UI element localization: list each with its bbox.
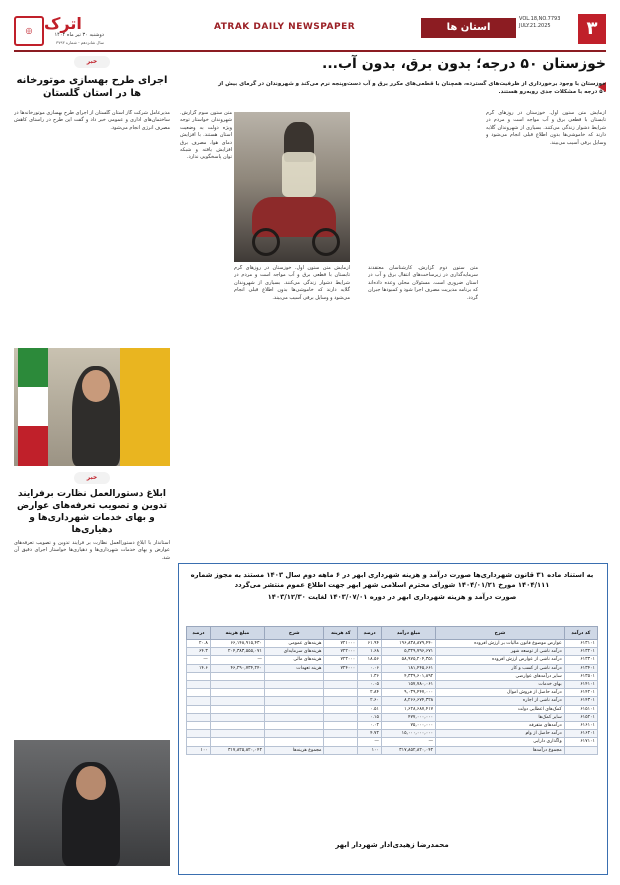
story-column-1: آزمایش متن ستون اول. خوزستان در روزهای گرم تابستان با قطعی برق و آب مواجه است و مردم در شرایط دشوار زندگی می‌کنند. بسیاری از شهروندان گلایه دارند که خاموشی‌ها بدون اطلاع قبلی انجام می‌شود و وسایل برقی آسیب می‌بیند. [486, 110, 606, 146]
news-tag: خبر [74, 56, 110, 68]
table-cell: — [382, 738, 436, 746]
table-cell: ۶۱۳۴۰۱ [564, 664, 597, 672]
table-cell: ۳۱۷,۸۲۵,۸۲۰,۰۴۲ [210, 746, 264, 754]
table-cell [324, 672, 358, 680]
table-cell [210, 697, 264, 705]
table-cell [264, 681, 323, 689]
table-cell: ۷۲۲۰۰۰ [324, 648, 358, 656]
table-row [187, 672, 598, 680]
table-row [187, 656, 598, 664]
story-column-4: آزمایش متن ستون اول. خوزستان در روزهای گرم تابستان با قطعی برق و آب مواجه است و مردم در شرایط دشوار زندگی می‌کنند. بسیاری از شهروندان گلایه دارند که خاموشی‌ها بدون اطلاع قبلی انجام می‌شود و وسایل برقی آسیب می‌بیند. [234, 265, 350, 301]
table-row [187, 746, 598, 754]
table-header-cell: شرح [264, 627, 323, 640]
table-cell [264, 738, 323, 746]
side-story-2-body: استاندار با ابلاغ دستورالعمل نظارت بر فرایند تدوین و تصویب تعرفه‌های عوارض و بهای خدمات شهرداری‌ها و دهیاری‌ها خواستار اجرای دقیق آن شد. [14, 540, 170, 561]
table-cell: ۱۵۷,۷۸۰,۰۶۱ [382, 681, 436, 689]
side-column [14, 52, 170, 872]
budget-signature: محمدرضا زهیدی‌ادار شهردار ابهر [335, 841, 449, 849]
table-cell: ۲۰.۸ [187, 640, 211, 648]
table-row [187, 689, 598, 697]
table-cell [324, 730, 358, 738]
table-cell: ۶۶,۱۴۸,۹۱۵,۴۳۰ [210, 640, 264, 648]
table-cell [210, 738, 264, 746]
table-cell [324, 681, 358, 689]
table-cell: ۲۰۴,۳۸۳,۵۵۵,۰۷۱ [210, 648, 264, 656]
table-row [187, 681, 598, 689]
photo-flag [18, 348, 48, 466]
story-column-3: متن ستون سوم گزارش. شهروندان خواستار توجه ویژه دولت به وضعیت استان هستند. با افزایش دمای هوا، مصرف برق افزایش یافته و شبکه توان پاسخگویی ندارد. [180, 110, 232, 161]
table-cell: ۶۱۳۲۰۱ [564, 648, 597, 656]
table-cell [324, 722, 358, 730]
table-cell: ۴۷۷,۰۰۰,۰۰۰ [382, 713, 436, 721]
table-cell [187, 738, 211, 746]
table-cell [187, 713, 211, 721]
table-header-row [187, 627, 598, 640]
table-cell [564, 746, 597, 754]
table-cell: درآمد ناشی از توسعه شهر [436, 648, 565, 656]
table-cell [264, 705, 323, 713]
table-cell: ۰.۱۵ [358, 713, 382, 721]
story-column-2: متن ستون دوم گزارش. کارشناسان معتقدند سرمایه‌گذاری در زیرساخت‌های انتقال برق و آب در استان ضروری است. مسئولان محلی وعده داده‌اند که برنامه مدیریت مصرف اجرا شود و کمبودها جبران گردد. [368, 265, 478, 301]
table-row [187, 648, 598, 656]
table-cell: مجموع درآمدها [436, 746, 565, 754]
table-cell [324, 705, 358, 713]
table-cell: ۶۱.۹۴ [358, 640, 382, 648]
table-cell [324, 713, 358, 721]
table-cell: ۱۸۱,۴۴۵,۶۶۱ [382, 664, 436, 672]
table-cell: ۲.۸۴ [358, 689, 382, 697]
table-row [187, 713, 598, 721]
news-tag: خبر [74, 472, 110, 484]
budget-title [186, 570, 598, 602]
table-cell: ۶۱۶۲۰۱ [564, 730, 597, 738]
brand-name: اترک [44, 14, 82, 33]
table-cell [264, 713, 323, 721]
table-cell: ۴۶,۲۹۰,۷۳۴,۲۴۰ [210, 664, 264, 672]
side-story-2-title: ابلاغ دستورالعمل نظارت برفرایند تدوین و تصویب تعرفه‌های عوارض و بهای خدمات شهرداری‌ها و دهیاری‌ها [16, 489, 168, 535]
table-cell: ۵,۳۲۹,۷۹۶,۶۷۱ [382, 648, 436, 656]
budget-subtitle: صورت درآمد و هزینه شهرداری ابهر در دوره ۱۴۰۳/۰۷/۰۱ لغایت ۱۴۰۳/۱۲/۳۰ [267, 593, 517, 601]
table-header-cell: کد درآمد [564, 627, 597, 640]
table-cell [210, 730, 264, 738]
table-row [187, 722, 598, 730]
table-cell [324, 689, 358, 697]
issue-date: دوشنبه ۳۰ تیر ماه ۱۴۰۴ [54, 32, 104, 38]
table-header-cell: شرح [436, 627, 565, 640]
table-cell: هزینه‌های عمومی [264, 640, 323, 648]
table-cell: ۰.۵۱ [358, 705, 382, 713]
table-cell: ۷۵,۰۰۰,۰۰۰ [382, 722, 436, 730]
table-cell: ۲.۶۰ [358, 697, 382, 705]
table-cell: عوارض موضوع قانون مالیات بر ارزش افزوده [436, 640, 565, 648]
table-cell: ۷۲۱۰۰۰ [324, 640, 358, 648]
page-title: استان ها [421, 18, 516, 38]
main-lead: خوزستان با وجود برخورداری از ظرفیت‌های گسترده، همچنان با قطعی‌های مکرر برق و آب دست‌وپنجه نرم می‌کند و شهروندان در گرمای بیش از ۵۰ درجه با مشکلات جدی روبه‌رو هستند. [218, 81, 606, 95]
photo-wheel [252, 228, 280, 256]
table-cell: ۵۸,۹۷۵,۲۰۴,۳۵۱ [382, 656, 436, 664]
table-cell: درآمد حاصل از وام [436, 730, 565, 738]
table-cell: بهای خدمات [436, 681, 565, 689]
table-cell: واگذاری دارایی [436, 738, 565, 746]
table-cell [187, 722, 211, 730]
table-cell [187, 681, 211, 689]
table-cell: ۱.۳۶ [358, 672, 382, 680]
brand-logo-icon: ◎ [14, 16, 44, 46]
side-story-1-body: مدیرعامل شرکت گاز استان گلستان از اجرای طرح بهسازی موتورخانه‌ها در ساختمان‌های اداری و عمومی خبر داد و گفت این طرح در راستای کاهش مصرف انرژی انجام می‌شود. [14, 110, 170, 131]
table-cell [264, 689, 323, 697]
table-cell: ۹,۰۳۹,۴۴۷,۰۰۰ [382, 689, 436, 697]
table-cell: ۱۰۰ [358, 746, 382, 754]
table-cell [187, 697, 211, 705]
table-cell: درآمد ناشی از اجاره [436, 697, 565, 705]
table-cell: ۰.۰۵ [358, 681, 382, 689]
budget-title-line: به استناد ماده ۳۱ قانون شهرداری‌ها صورت درآمد و هزینه شهرداری ابهر در ۶ ماهه دوم سال ۱۴۰۳ مستند به مجوز شماره ۱۴۰۴/۱۱۱ مورخ ۱۴۰۴/۰۱/۲۱ شورای محترم اسلامی شهر ابهر جهت اطلاع عموم منتشر می‌گردد [190, 571, 594, 589]
table-cell: ۶۱۴۲۰۱ [564, 689, 597, 697]
table-cell: درآمد ناشی از کسب و کار [436, 664, 565, 672]
table-cell: ۶۱۳۱۰۱ [564, 640, 597, 648]
table-cell: ۱۰۰ [187, 746, 211, 754]
photo-face [76, 766, 106, 800]
table-cell: ۷۲۴۰۰۰ [324, 664, 358, 672]
table-cell: ۱۴.۶ [187, 664, 211, 672]
table-cell [187, 730, 211, 738]
table-cell: هزینه تعهدات [264, 664, 323, 672]
table-cell [210, 689, 264, 697]
side-story-1-title: اجرای طرح بهسازی موتورخانه ها در استان گلستان [16, 75, 168, 99]
table-cell: ۳۱۷,۸۵۲,۸۲۰,۰۴۲ [382, 746, 436, 754]
table-cell: درآمد حاصل از فروش اموال [436, 689, 565, 697]
table-row [187, 730, 598, 738]
brand-block [14, 14, 104, 48]
table-row [187, 705, 598, 713]
table-cell: ۶۱۳۵۰۱ [564, 672, 597, 680]
table-cell [264, 672, 323, 680]
table-cell: ۸,۲۶۶,۶۷۴,۳۲۸ [382, 697, 436, 705]
table-cell: ۰.۰۶ [358, 664, 382, 672]
table-header-cell: مبلغ هزینه [210, 627, 264, 640]
table-cell: ۱,۶۲۸,۶۸۷,۴۱۷ [382, 705, 436, 713]
table-cell: درآمد ناشی از عوارض ارزش افزوده [436, 656, 565, 664]
main-story-photo [234, 112, 350, 262]
table-cell [210, 681, 264, 689]
table-cell: سایر کمک‌ها [436, 713, 565, 721]
table-header-cell: درصد [358, 627, 382, 640]
main-headline: خوزستان ۵۰ درجه؛ بدون برق، بدون آب... [322, 56, 606, 72]
page-number: ۳ [578, 14, 606, 44]
table-header-cell: درصد [187, 627, 211, 640]
table-cell [187, 672, 211, 680]
table-row [187, 738, 598, 746]
table-row [187, 640, 598, 648]
table-cell: ۱۸.۵۶ [358, 656, 382, 664]
table-cell: ۱۹۶,۸۳۸,۸۷۹,۴۴۰ [382, 640, 436, 648]
budget-table [186, 626, 598, 755]
table-cell: ۷۲۳۰۰۰ [324, 656, 358, 664]
table-cell: کمک‌های اعطایی دولت [436, 705, 565, 713]
table-cell: ۱۵,۰۰۰,۰۰۰,۰۰۰ [382, 730, 436, 738]
table-cell [187, 689, 211, 697]
table-cell: سایر درآمدهای عوارضی [436, 672, 565, 680]
table-cell: ۶۱۴۳۰۱ [564, 697, 597, 705]
table-header-cell: مبلغ درآمد [382, 627, 436, 640]
table-cell [210, 705, 264, 713]
photo-face [82, 370, 110, 402]
table-cell [187, 705, 211, 713]
table-cell: — [187, 656, 211, 664]
issue-tagline: سال شانزدهم - شماره ۳۷۹۳ [56, 40, 104, 45]
table-cell [210, 713, 264, 721]
table-cell: ۶۴.۳ [187, 648, 211, 656]
table-cell: هزینه‌های سرمایه‌ای [264, 648, 323, 656]
table-cell: ۶۱۵۱۰۱ [564, 705, 597, 713]
paper-name: ATRAK DAILY NEWSPAPER [214, 22, 356, 32]
table-cell: ۱.۶۸ [358, 648, 382, 656]
photo-backdrop [120, 348, 170, 466]
table-cell: ۶۱۳۳۰۱ [564, 656, 597, 664]
table-row [187, 664, 598, 672]
table-cell [324, 746, 358, 754]
table-cell [264, 730, 323, 738]
table-cell [264, 722, 323, 730]
table-cell [264, 697, 323, 705]
table-row [187, 697, 598, 705]
table-cell: ۰.۰۲ [358, 722, 382, 730]
table-cell: درآمدهای متفرقه [436, 722, 565, 730]
table-cell: ۶۱۶۱۰۱ [564, 722, 597, 730]
page-header [14, 14, 606, 48]
photo-wheel [312, 228, 340, 256]
side-story-1-photo [14, 348, 170, 466]
table-cell [210, 672, 264, 680]
table-cell: ۶۱۷۱۰۱ [564, 738, 597, 746]
table-cell: — [358, 738, 382, 746]
table-cell: ۴.۷۲ [358, 730, 382, 738]
table-cell: هزینه‌های مالی [264, 656, 323, 664]
table-cell [324, 697, 358, 705]
table-header-cell: کد هزینه [324, 627, 358, 640]
side-story-2-photo [14, 740, 170, 866]
table-cell: مجموع هزینه‌ها [264, 746, 323, 754]
table-cell [210, 722, 264, 730]
table-cell [324, 738, 358, 746]
table-cell: ۶۱۴۱۰۱ [564, 681, 597, 689]
table-cell: ۴,۳۳۹,۶۰۱,۸۹۲ [382, 672, 436, 680]
table-body [187, 640, 598, 755]
table-cell: — [210, 656, 264, 664]
volume-info: VOL.18,NO.7793 JULY.21.2025 [519, 16, 561, 29]
table-cell: ۶۱۵۲۰۱ [564, 713, 597, 721]
photo-water-container [282, 152, 316, 197]
